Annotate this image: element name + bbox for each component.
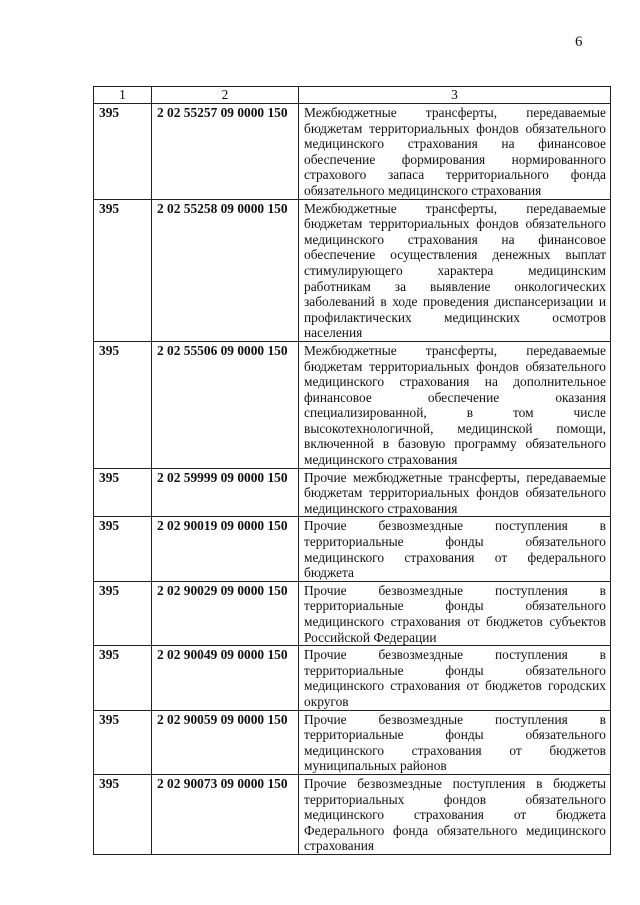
table-row [94, 646, 611, 710]
revenue-name-cell: Прочие безвозмездные поступления в территориальные фонды обязательного медицинского страхования от федерального бюджета [299, 517, 611, 581]
budget-code-cell: 2 02 59999 09 0000 150 [152, 468, 299, 517]
revenue-name-cell: Прочие безвозмездные поступления в бюджеты территориальных фондов обязательного медицинского страхования от бюджета Федерального фонда обязательного медицинского страхования [299, 774, 611, 854]
table-row [94, 710, 611, 774]
column-header-3: 3 [299, 87, 611, 104]
revenue-name-cell: Межбюджетные трансферты, передаваемые бюджетам территориальных фондов обязательного медицинского страхования на дополнительное финансовое обеспечение оказания специализированной, в том числе высокотехнологичной, медицинской помощи, включенной в базовую программу обязательного медицинского страхования [299, 341, 611, 468]
budget-code-cell: 2 02 90059 09 0000 150 [152, 710, 299, 774]
budget-code-cell: 2 02 90073 09 0000 150 [152, 774, 299, 854]
table-row [94, 774, 611, 854]
table-row [94, 104, 611, 200]
admin-code-cell: 395 [94, 581, 152, 645]
revenue-name-cell: Межбюджетные трансферты, передаваемые бюджетам территориальных фондов обязательного медицинского страхования на финансовое обеспечение осуществления денежных выплат стимулирующего характера медицинским работникам за выявление онкологических заболеваний в ходе проведения диспансеризации и профилактических медицинских осмотров населения [299, 199, 611, 341]
revenue-name-cell: Прочие межбюджетные трансферты, передаваемые бюджетам территориальных фондов обязательного медицинского страхования [299, 468, 611, 517]
table-row [94, 468, 611, 517]
table-row [94, 581, 611, 645]
table-row [94, 341, 611, 468]
table-row [94, 199, 611, 341]
admin-code-cell: 395 [94, 774, 152, 854]
column-header-2: 2 [152, 87, 299, 104]
budget-classification-table [93, 86, 611, 855]
admin-code-cell: 395 [94, 468, 152, 517]
revenue-name-cell: Межбюджетные трансферты, передаваемые бюджетам территориальных фондов обязательного медицинского страхования на финансовое обеспечение формирования нормированного страхового запаса территориального фонда обязательного медицинского страхования [299, 104, 611, 200]
budget-code-cell: 2 02 55506 09 0000 150 [152, 341, 299, 468]
budget-code-cell: 2 02 90029 09 0000 150 [152, 581, 299, 645]
revenue-name-cell: Прочие безвозмездные поступления в территориальные фонды обязательного медицинского страхования от бюджетов городских округов [299, 646, 611, 710]
table-header-row [94, 87, 611, 104]
admin-code-cell: 395 [94, 710, 152, 774]
admin-code-cell: 395 [94, 517, 152, 581]
revenue-name-cell: Прочие безвозмездные поступления в территориальные фонды обязательного медицинского страхования от бюджетов субъектов Российской Федерации [299, 581, 611, 645]
page-number: 6 [575, 34, 583, 50]
admin-code-cell: 395 [94, 104, 152, 200]
admin-code-cell: 395 [94, 199, 152, 341]
admin-code-cell: 395 [94, 341, 152, 468]
budget-code-cell: 2 02 90019 09 0000 150 [152, 517, 299, 581]
revenue-name-cell: Прочие безвозмездные поступления в территориальные фонды обязательного медицинского страхования от бюджетов муниципальных районов [299, 710, 611, 774]
admin-code-cell: 395 [94, 646, 152, 710]
budget-code-cell: 2 02 55257 09 0000 150 [152, 104, 299, 200]
budget-code-cell: 2 02 90049 09 0000 150 [152, 646, 299, 710]
budget-code-cell: 2 02 55258 09 0000 150 [152, 199, 299, 341]
column-header-1: 1 [94, 87, 152, 104]
table-row [94, 517, 611, 581]
